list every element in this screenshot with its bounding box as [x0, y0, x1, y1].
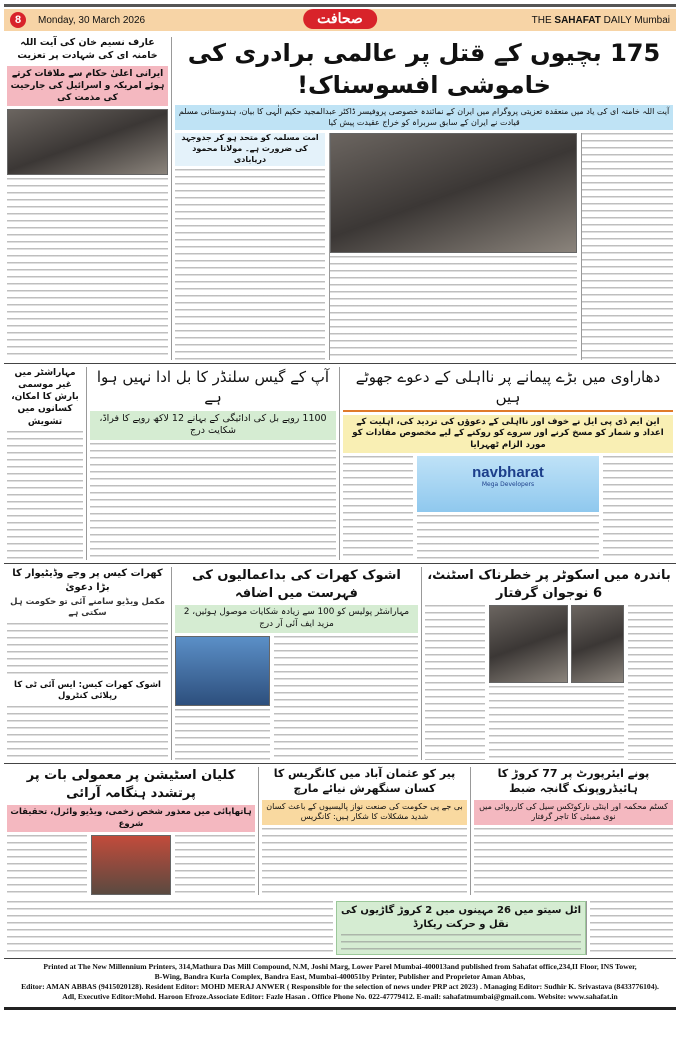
article-body [343, 456, 413, 560]
atal-box [336, 901, 586, 955]
article-body [7, 706, 168, 760]
pune-headline: پونے ایئرپورٹ پر 77 کروڑ کا ہائیڈروپونک گانجہ ضبط [497, 767, 650, 795]
lead-strap: آیت اللہ خامنہ ای کی یاد میں منعقدہ تعزیتی پروگرام میں ایران کے نمائندہ خصوصی پروفیسر ڈاکٹر عبدالمجید حکیم الٰہی کا بیان، ہندوستانی مسلم قیادت نے ایران کے سابق سربراہ کو خراج عقیدت پیش کیا [175, 105, 673, 131]
article-body [474, 828, 673, 895]
article-body [175, 835, 255, 895]
top-rule [4, 4, 676, 7]
logo: صحافت [303, 9, 377, 29]
kalyan-strap: ہاتھاپائی میں معذور شخص زخمی، ویڈیو وائرل، تحقیقات شروع [7, 805, 255, 832]
row-2 [4, 364, 676, 564]
navbharat-image: navbharat Mega Developers [417, 456, 599, 512]
bottom-rule [4, 1007, 676, 1010]
left-top-strap: ایرانی اعلیٰ حکام سے ملاقات کرتے ہوئے امریکہ و اسرائیل کی جارحیت کی مذمت کی [7, 66, 168, 106]
article-body [175, 169, 325, 360]
row-3 [4, 564, 676, 764]
kharat-sit-subhead: اشوک کھرات کیس: ایس آئی ٹی کا رپلائی کنٹرول [14, 680, 161, 702]
congress-headline: پیر کو عثمان آباد میں کانگریس کا کسان سنگھرش نیائے مارچ [273, 767, 456, 795]
row-5 [4, 898, 676, 959]
lead-headline: 175 بچیوں کے قتل پر عالمی برادری کی خاموشی افسوسناک! [187, 39, 661, 100]
pune-strap: کسٹم محکمہ اور اینٹی نارکوٹکس سیل کی کارروائی میں نوی ممبئی کا تاجر گرفتار [474, 800, 673, 826]
kharat-strap: مہاراشٹر پولیس کو 100 سے زیادہ شکایات موصول ہوئیں، 2 مزید ایف آئی آر درج [175, 605, 418, 633]
left-top-headline: عارف نسیم خان کی آیت اللہ خامنہ ای کی شہادت پر تعزیت [17, 37, 158, 61]
article-body [90, 443, 336, 560]
dharavi-strap: این ایم ڈی پی ایل نے خوف اور نااہلی کے دعوؤں کی تردید کی، اہلیت کے اعداد و شمار کو مسخ کرنے اور سروے کو روکنے کے لیے مخصوص مفادات کو مورد الزام ٹھہرایا [343, 415, 673, 454]
kharat-headline: اشوک کھرات کی بداعمالیوں کی فہرست میں اضافہ [192, 568, 401, 601]
article-body [582, 133, 673, 360]
masthead [4, 9, 676, 31]
atal-headline: اٹل سیتو میں 26 مہینوں میں 2 کروڑ گاڑیوں کی نقل و حرکت ریکارڈ [340, 905, 581, 930]
dharavi-headline: دھاراوی میں بڑے پیمانے پر نااہلی کے دعوے جھوٹے ہیں [343, 367, 673, 412]
bandra-headline: باندرہ میں اسکوٹر پر خطرناک اسٹنٹ، 6 نوجوان گرفتار [427, 568, 671, 601]
article-body [341, 934, 581, 952]
kharat-video-headline: کھرات کیس پر وجے وڈیٹیوار کا بڑا دعویٰ [12, 568, 163, 593]
kalyan-headline: کلیان اسٹیشن پر معمولی بات پر پرتشدد ہنگامہ آرائی [26, 768, 236, 801]
kharat-video-strap: مکمل ویڈیو سامنے آئی تو حکومت ہل سکتی ہے [10, 597, 165, 619]
article-body [489, 686, 624, 760]
article-body [7, 901, 333, 955]
article-body [330, 256, 577, 360]
left-top-story [4, 37, 171, 360]
article-body [7, 431, 83, 560]
bandra-photo-2 [571, 605, 624, 683]
article-body [628, 605, 673, 760]
kalyan-photo [91, 835, 171, 895]
brand-title: THE SAHAFAT DAILY Mumbai [531, 14, 670, 26]
article-body [590, 901, 673, 955]
page-number: 8 [10, 12, 26, 28]
article-body [603, 456, 673, 560]
gas-strap: 1100 روپے بل کی ادائیگی کے بہانے 12 لاکھ روپے کا فراڈ، شکایت درج [90, 411, 336, 441]
article-body [7, 835, 87, 895]
lead-subhead: امت مسلمہ کو متحد ہو کر جدوجہد کی ضرورت ہے۔ مولانا محمود دریابادی [175, 133, 325, 165]
article-body [417, 515, 599, 560]
row-lead [4, 34, 676, 364]
lead-story [171, 37, 676, 360]
article-body [175, 709, 270, 760]
congress-strap: بی جے پی حکومت کی صنعت نواز پالیسیوں کے باعث کسان شدید مشکلات کا شکار ہیں: کانگریس [262, 800, 467, 826]
date: Monday, 30 March 2026 [38, 14, 146, 26]
rain-headline: مہاراشٹر میں غیر موسمی بارش کا امکان، کسانوں میں تشویش [11, 368, 79, 427]
article-body [425, 605, 485, 760]
article-body [7, 623, 168, 677]
left-top-photo [7, 109, 168, 175]
imprint-footer: Printed at The New Millennium Printers, 314,Mathura Das Mill Compound, N.M, Joshi Marg, Lower Parel Mumbai-400013and published from Sahafat office,234,II Floor, INS Tower, B-Wing, Bandra Kurla Complex, Bandra East, Mumbai-400051by Printer, Publisher and Proprietor Aman Abbas, Editor: AMAN ABBAS (9415020128). Resident Editor: MOHD MERAJ ANWER ( Responsible for the selection of news under PRP act 2023) . Managing Editor: Sudhir K. Srivastava (8433776104). Adl, Executive Editor:Mohd. Haroon Efroze.Associate Editor: Fazle Hasan . Office Phone No. 022-47779412. E-mail: sahafatmumbai@gmail.com. Website: www.sahafat.in [21, 962, 659, 1002]
kharat-photo [175, 636, 270, 706]
gas-headline: آپ کے گیس سلنڈر کا بل ادا نہیں ہوا ہے [96, 368, 330, 407]
article-body [262, 828, 467, 895]
row-4 [4, 764, 676, 898]
lead-photo [330, 133, 577, 253]
article-body [274, 636, 418, 760]
article-body [7, 178, 168, 360]
bandra-photo-1 [489, 605, 568, 683]
